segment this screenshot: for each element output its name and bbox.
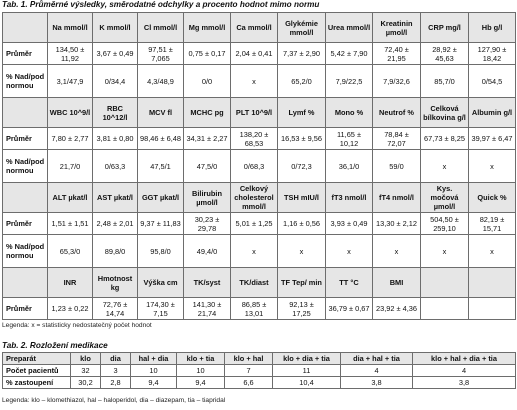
pct-cell: x <box>231 235 278 268</box>
column-header <box>469 268 516 298</box>
column-header: Urea mmol/l <box>326 13 373 43</box>
pct-cell: 47,5/0 <box>184 150 231 183</box>
pct-cell: 3,1/47,9 <box>48 65 93 98</box>
corner-cell <box>3 268 48 298</box>
column-header: MCV fl <box>138 98 184 128</box>
medication-cell: 3,8 <box>413 377 516 389</box>
medication-cell: 4 <box>413 365 516 377</box>
column-header: ALT µkat/l <box>48 183 93 213</box>
row-label-pct: % Nad/pod normou <box>3 235 48 268</box>
results-table <box>2 12 516 320</box>
column-header: Lymf % <box>278 98 326 128</box>
mean-cell: 98,46 ± 6,48 <box>138 128 184 150</box>
pct-cell: x <box>326 235 373 268</box>
mean-cell: 82,19 ± 15,71 <box>469 213 516 235</box>
medication-header-row <box>3 353 516 365</box>
medication-cell: 30,2 <box>71 377 101 389</box>
mean-cell: 30,23 ± 29,78 <box>184 213 231 235</box>
pct-cell: x <box>278 235 326 268</box>
mean-cell: 127,90 ± 18,42 <box>469 43 516 65</box>
pct-cell: 21,7/0 <box>48 150 93 183</box>
column-header: TK/diast <box>231 268 278 298</box>
pct-cell: 0/68,3 <box>231 150 278 183</box>
mean-cell: 141,30 ± 21,74 <box>184 298 231 320</box>
mean-cell: 7,37 ± 2,90 <box>278 43 326 65</box>
pct-cell: 65,2/0 <box>278 65 326 98</box>
pct-cell: x <box>421 150 469 183</box>
medication-cell: 10,4 <box>273 377 341 389</box>
mean-cell: 86,85 ± 13,01 <box>231 298 278 320</box>
mean-cell: 28,92 ± 45,63 <box>421 43 469 65</box>
medication-column-header: hal + dia <box>131 353 177 365</box>
column-header: INR <box>48 268 93 298</box>
medication-cell: 4 <box>341 365 413 377</box>
mean-cell: 39,97 ± 6,47 <box>469 128 516 150</box>
mean-cell: 2,48 ± 2,01 <box>93 213 138 235</box>
header-row <box>3 13 516 43</box>
column-header: TF Tep/ min <box>278 268 326 298</box>
medication-cell: 3 <box>101 365 131 377</box>
column-header: PLT 10^9/l <box>231 98 278 128</box>
column-header: TK/syst <box>184 268 231 298</box>
pct-cell: 0/34,4 <box>93 65 138 98</box>
column-header: Výška cm <box>138 268 184 298</box>
mean-cell: 7,80 ± 2,77 <box>48 128 93 150</box>
pct-cell: x <box>373 235 421 268</box>
medication-table <box>2 352 516 389</box>
mean-cell: 9,37 ± 11,83 <box>138 213 184 235</box>
pct-cell: 36,1/0 <box>326 150 373 183</box>
mean-cell <box>469 298 516 320</box>
mean-cell: 72,76 ± 14,74 <box>93 298 138 320</box>
corner-cell <box>3 98 48 128</box>
mean-cell: 97,51 ± 7,065 <box>138 43 184 65</box>
mean-cell: 134,50 ± 11,92 <box>48 43 93 65</box>
table1-legend: Legenda: x = statisticky nedostatečný počet hodnot <box>2 322 152 329</box>
column-header: fT3 nmol/l <box>326 183 373 213</box>
mean-cell: 11,65 ± 10,12 <box>326 128 373 150</box>
column-header: fT4 nmol/l <box>373 183 421 213</box>
column-header: TT °C <box>326 268 373 298</box>
pct-cell: 0/54,5 <box>469 65 516 98</box>
medication-row <box>3 365 516 377</box>
mean-row <box>3 213 516 235</box>
corner-cell <box>3 183 48 213</box>
mean-cell: 1,51 ± 1,51 <box>48 213 93 235</box>
mean-cell: 78,84 ± 72,07 <box>373 128 421 150</box>
pct-cell: 0/0 <box>184 65 231 98</box>
mean-cell: 16,53 ± 9,56 <box>278 128 326 150</box>
mean-cell: 3,93 ± 0,49 <box>326 213 373 235</box>
pct-cell: 7,9/22,5 <box>326 65 373 98</box>
column-header: TSH mIU/l <box>278 183 326 213</box>
column-header: BMI <box>373 268 421 298</box>
column-header: Ca mmol/l <box>231 13 278 43</box>
column-header: Hb g/l <box>469 13 516 43</box>
medication-column-header: klo + hal <box>225 353 273 365</box>
column-header: Glykémie mmol/l <box>278 13 326 43</box>
mean-cell: 3,67 ± 0,49 <box>93 43 138 65</box>
mean-cell: 1,23 ± 0,22 <box>48 298 93 320</box>
pct-cell: 49,4/0 <box>184 235 231 268</box>
medication-column-header: klo + hal + dia + tia <box>413 353 516 365</box>
row-label-pct: % Nad/pod normou <box>3 65 48 98</box>
table2-caption: Tab. 2. Rozložení medikace <box>2 341 108 350</box>
pct-cell: x <box>469 150 516 183</box>
column-header: MCHC pg <box>184 98 231 128</box>
pct-cell: 7,9/32,6 <box>373 65 421 98</box>
header-row <box>3 268 516 298</box>
pct-row <box>3 65 516 98</box>
pct-cell: 85,7/0 <box>421 65 469 98</box>
medication-column-header: klo + tia <box>177 353 225 365</box>
medication-cell: 10 <box>177 365 225 377</box>
column-header: Hmotnost kg <box>93 268 138 298</box>
mean-row <box>3 298 516 320</box>
column-header: Mono % <box>326 98 373 128</box>
medication-column-header: Preparát <box>3 353 71 365</box>
medication-column-header: dia <box>101 353 131 365</box>
medication-cell: 9,4 <box>177 377 225 389</box>
mean-cell: 138,20 ± 68,53 <box>231 128 278 150</box>
pct-cell: x <box>469 235 516 268</box>
medication-cell: 7 <box>225 365 273 377</box>
medication-column-header: klo + dia + tia <box>273 353 341 365</box>
pct-cell: 0/72,3 <box>278 150 326 183</box>
medication-row-label: Počet pacientů <box>3 365 71 377</box>
pct-cell: x <box>421 235 469 268</box>
pct-cell: 47,5/1 <box>138 150 184 183</box>
medication-cell: 3,8 <box>341 377 413 389</box>
column-header: Quick % <box>469 183 516 213</box>
pct-cell: x <box>231 65 278 98</box>
column-header: Celkový cholesterol mmol/l <box>231 183 278 213</box>
column-header: Neutrof % <box>373 98 421 128</box>
mean-cell: 36,79 ± 0,67 <box>326 298 373 320</box>
medication-row-label: % zastoupení <box>3 377 71 389</box>
column-header: Bilirubin µmol/l <box>184 183 231 213</box>
column-header <box>421 268 469 298</box>
pct-cell: 0/63,3 <box>93 150 138 183</box>
mean-cell: 67,73 ± 8,25 <box>421 128 469 150</box>
mean-row <box>3 128 516 150</box>
column-header: Celková bílkovina g/l <box>421 98 469 128</box>
pct-cell: 95,8/0 <box>138 235 184 268</box>
mean-cell: 2,04 ± 0,41 <box>231 43 278 65</box>
mean-row <box>3 43 516 65</box>
column-header: Cl mmol/l <box>138 13 184 43</box>
column-header: Mg mmol/l <box>184 13 231 43</box>
medication-cell: 9,4 <box>131 377 177 389</box>
medication-cell: 11 <box>273 365 341 377</box>
column-header: K mmol/l <box>93 13 138 43</box>
mean-cell: 5,42 ± 7,90 <box>326 43 373 65</box>
column-header: AST µkat/l <box>93 183 138 213</box>
mean-cell: 504,50 ± 259,10 <box>421 213 469 235</box>
medication-column-header: klo <box>71 353 101 365</box>
mean-cell: 92,13 ± 17,25 <box>278 298 326 320</box>
header-row <box>3 183 516 213</box>
pct-cell: 4,3/48,9 <box>138 65 184 98</box>
mean-cell: 3,81 ± 0,80 <box>93 128 138 150</box>
header-row <box>3 98 516 128</box>
table2-legend: Legenda: klo – klomethiazol, hal – haloperidol, dia – diazepam, tia – tiapridal <box>2 397 226 404</box>
mean-cell: 1,16 ± 0,56 <box>278 213 326 235</box>
column-header: WBC 10^9/l <box>48 98 93 128</box>
mean-cell: 13,30 ± 2,12 <box>373 213 421 235</box>
pct-row <box>3 235 516 268</box>
mean-cell: 5,01 ± 1,25 <box>231 213 278 235</box>
mean-cell: 174,30 ± 7,15 <box>138 298 184 320</box>
pct-cell: 59/0 <box>373 150 421 183</box>
column-header: GGT µkat/l <box>138 183 184 213</box>
pct-row <box>3 150 516 183</box>
mean-cell: 72,40 ± 21,95 <box>373 43 421 65</box>
column-header: Na mmol/l <box>48 13 93 43</box>
table1-caption: Tab. 1. Průměrné výsledky, směrodatné odchylky a procento hodnot mimo normu <box>2 0 320 9</box>
medication-row <box>3 377 516 389</box>
mean-cell: 23,92 ± 4,36 <box>373 298 421 320</box>
column-header: RBC 10^12/l <box>93 98 138 128</box>
row-label-mean: Průměr <box>3 43 48 65</box>
column-header: Albumin g/l <box>469 98 516 128</box>
mean-cell: 0,75 ± 0,17 <box>184 43 231 65</box>
row-label-mean: Průměr <box>3 128 48 150</box>
column-header: Kreatinin µmol/l <box>373 13 421 43</box>
medication-cell: 32 <box>71 365 101 377</box>
mean-cell: 34,31 ± 2,27 <box>184 128 231 150</box>
corner-cell <box>3 13 48 43</box>
row-label-pct: % Nad/pod normou <box>3 150 48 183</box>
row-label-mean: Průměr <box>3 298 48 320</box>
pct-cell: 89,8/0 <box>93 235 138 268</box>
column-header: Kys. močová µmol/l <box>421 183 469 213</box>
medication-cell: 2,8 <box>101 377 131 389</box>
pct-cell: 65,3/0 <box>48 235 93 268</box>
medication-cell: 10 <box>131 365 177 377</box>
row-label-mean: Průměr <box>3 213 48 235</box>
mean-cell <box>421 298 469 320</box>
medication-cell: 6,6 <box>225 377 273 389</box>
column-header: CRP mg/l <box>421 13 469 43</box>
medication-column-header: dia + hal + tia <box>341 353 413 365</box>
